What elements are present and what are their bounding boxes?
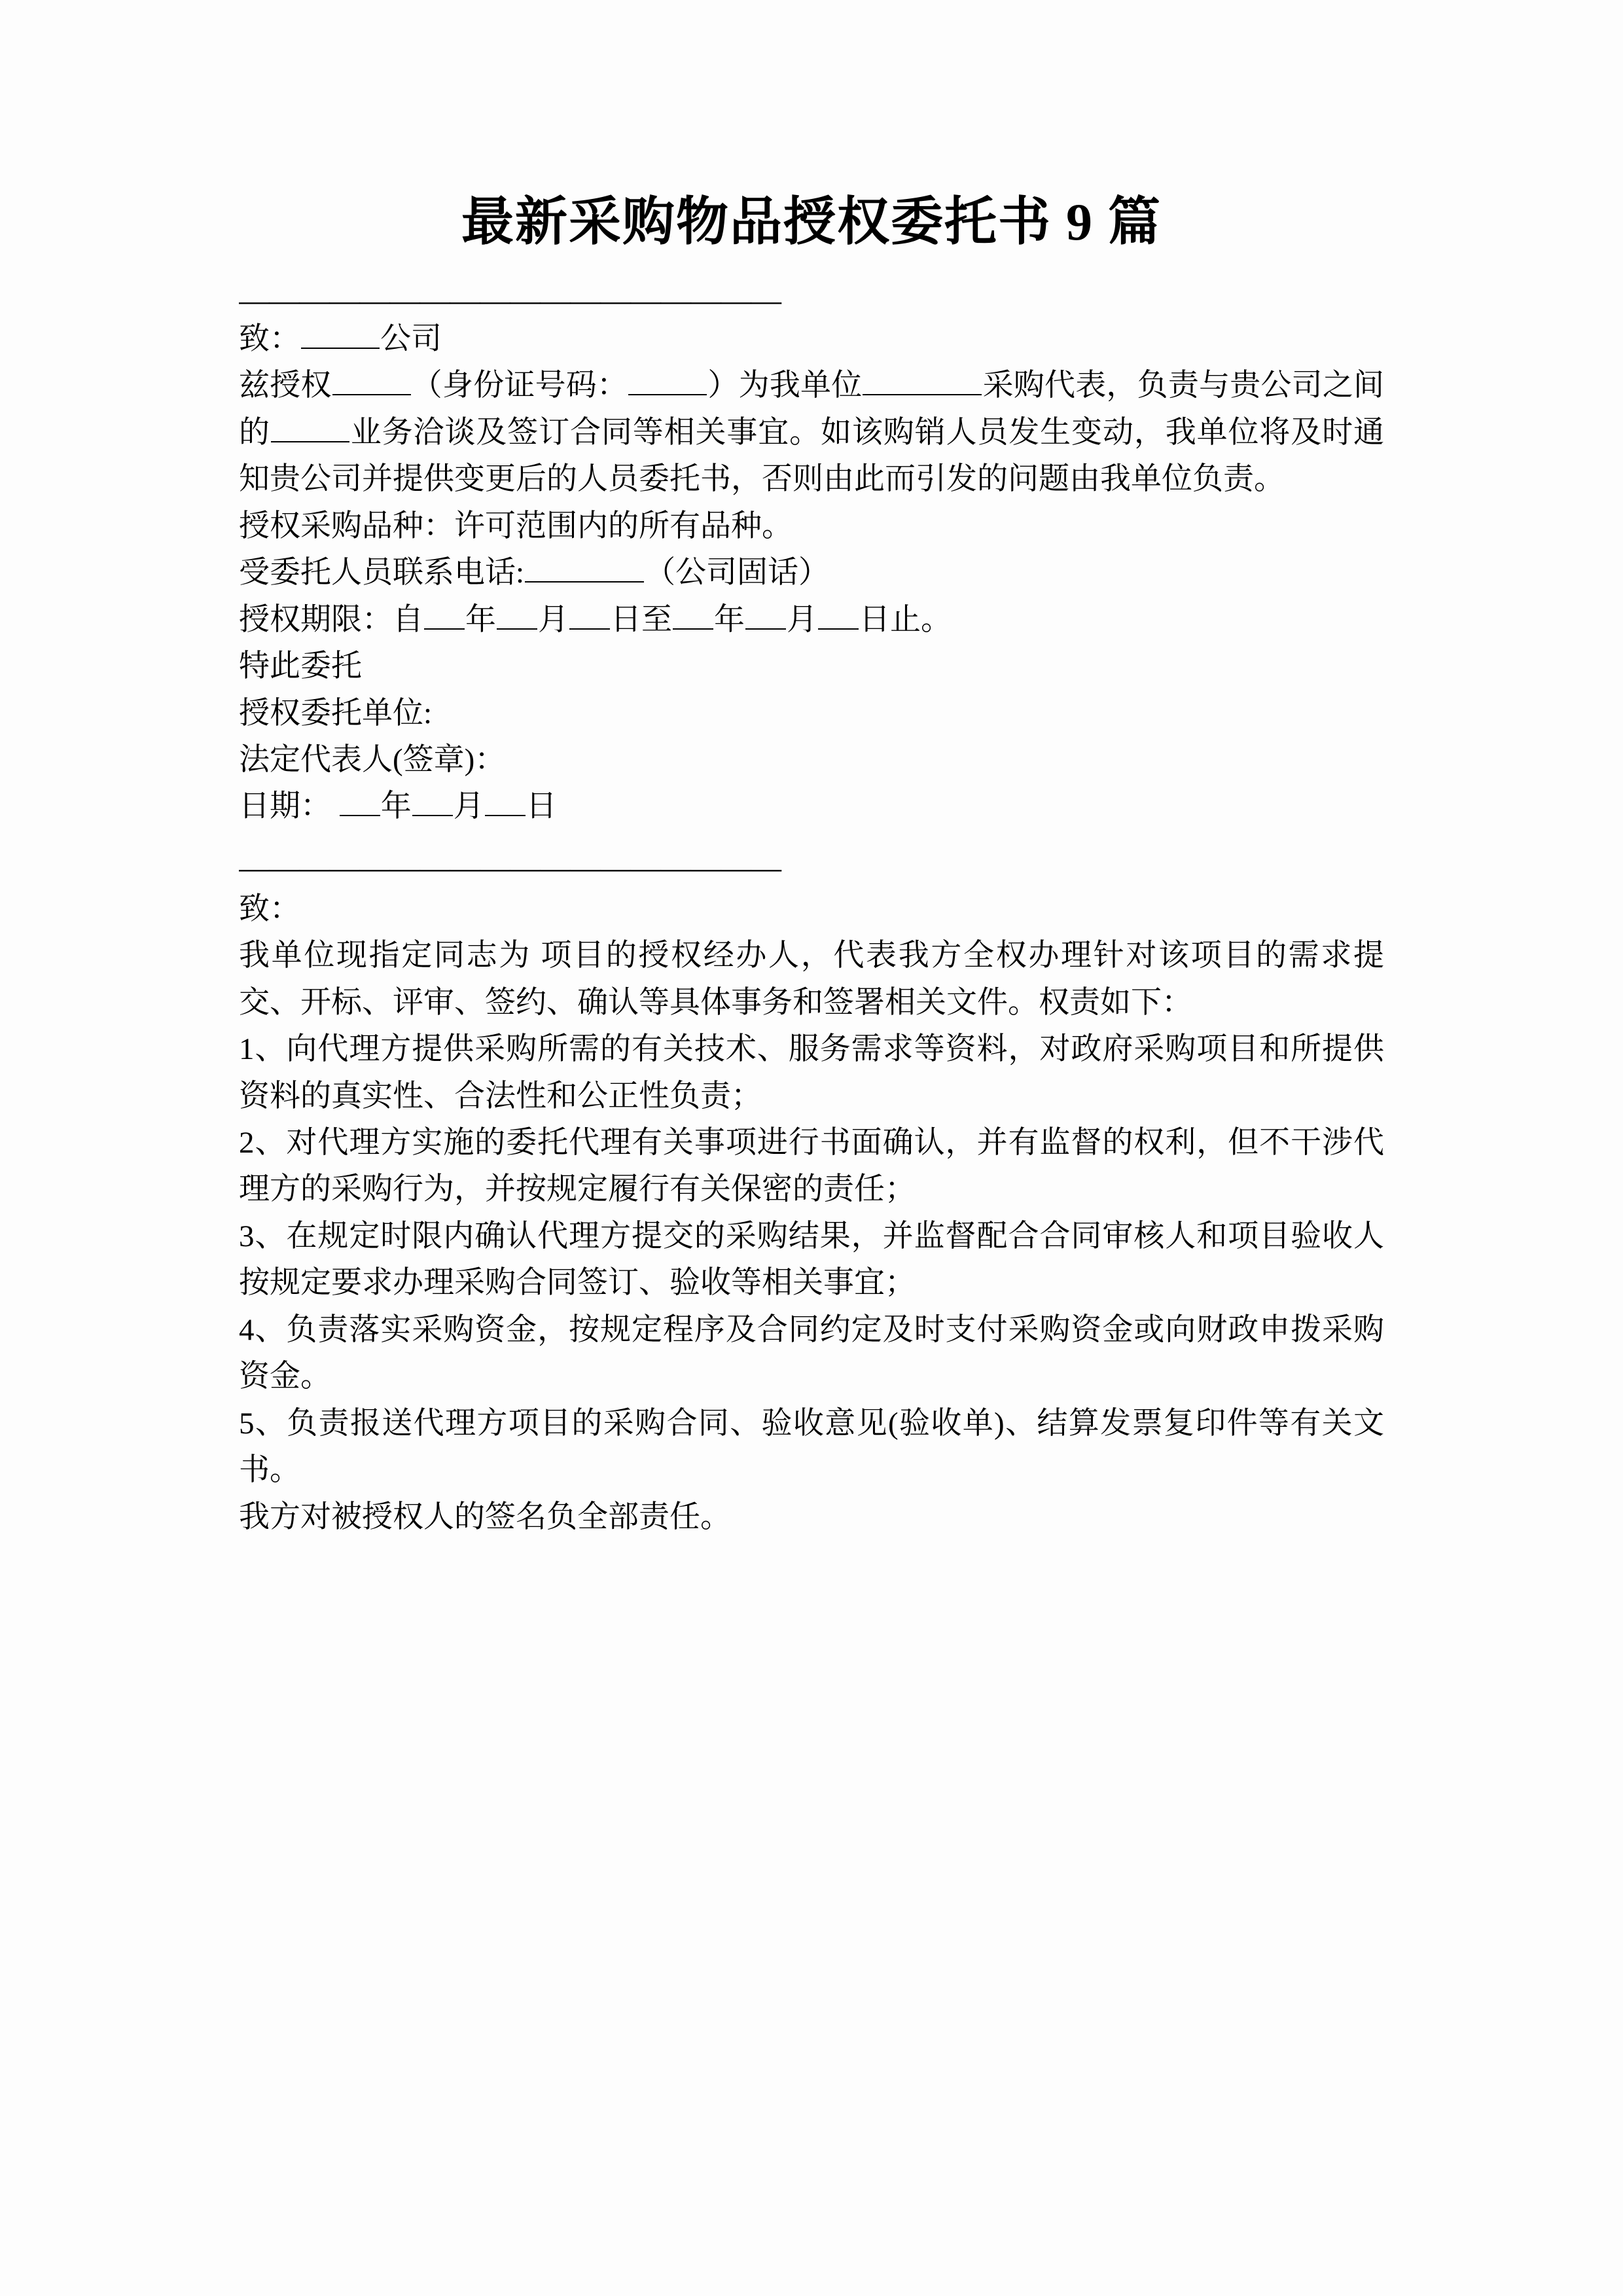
term-part-1: 授权期限：自 [239,602,423,637]
section-two-intro: 我单位现指定同志为 项目的授权经办人，代表我方全权办理针对该项目的需求提交、开标、评审、签约、确认等具体事务和签署相关文件。权责如下： [239,939,1384,1020]
agent-name-blank[interactable] [332,366,411,395]
term-part-3: 月 [538,602,569,637]
date-line [239,783,1384,830]
end-month-blank[interactable] [745,600,786,629]
list-item: 5、负责报送代理方项目的采购合同、验收意见(验收单)、结算发票复印件等有关文书。 [239,1406,1384,1488]
addressee-line [239,316,1384,363]
end-year-blank[interactable] [673,600,713,629]
date-day-blank[interactable] [485,787,526,816]
start-day-blank[interactable] [569,600,610,629]
id-number-blank[interactable] [628,366,707,395]
date-month-blank[interactable] [412,787,453,816]
list-item: 1、向代理方提供采购所需的有关技术、服务需求等资料，对政府采购项目和所提供资料的真实性、合法性和公正性负责； [239,1032,1384,1113]
business-scope-blank[interactable] [271,413,349,442]
authorization-paragraph [239,363,1384,503]
phone-line [239,550,1384,596]
addressee-blank[interactable] [301,319,380,349]
start-month-blank[interactable] [497,600,537,629]
section-two-addressee: 致： [239,891,300,926]
date-part-4: 日 [526,789,557,824]
phone-blank[interactable] [525,553,644,583]
phone-note: （公司固话） [645,556,830,590]
grant-part-1: 兹授权 [239,368,332,403]
list-item: 4、负责落实采购资金，按规定程序及合同约定及时支付采购资金或向财政申拨采购资金。 [239,1312,1384,1394]
term-part-2: 年 [465,602,496,637]
start-year-blank[interactable] [424,600,465,629]
scope-line: 授权采购品种：许可范围内的所有品种。 [239,509,793,543]
grant-part-4: 采购代表，负责与贵公司之间的 [239,368,1385,450]
phone-label: 受委托人员联系电话: [239,556,525,590]
unit-blank[interactable] [863,366,982,395]
list-item: 3、在规定时限内确认代理方提交的采购结果，并监督配合合同审核人和项目验收人按规定要求办理采购合同签订、验收等相关事宜； [239,1219,1384,1300]
date-year-blank[interactable] [340,787,380,816]
grant-part-2: （身份证号码： [411,368,628,403]
end-day-blank[interactable] [818,600,859,629]
term-part-7: 日止。 [859,602,952,637]
list-item: 2、对代理方实施的委托代理有关事项进行书面确认，并有监督的权利，但不干涉代理方的采购行为，并按规定履行有关保密的责任； [239,1126,1384,1207]
addressee-prefix-label: 致： [239,322,300,356]
divider-top: —————————————————— [239,285,781,316]
addressee-suffix-label: 公司 [380,322,442,356]
authorizing-unit-line: 授权委托单位: [239,696,433,730]
divider-middle: —————————————————— [239,852,781,884]
term-part-4: 日至 [611,602,672,637]
legal-representative-line: 法定代表人(签章)： [239,742,506,777]
section-two-closing: 我方对被授权人的签名负全部责任。 [239,1499,731,1534]
page-title: 最新采购物品授权委托书 9 篇 [461,194,1162,251]
hereby-line: 特此委托 [239,649,362,684]
date-label: 日期： [239,789,331,824]
date-part-2: 年 [380,789,412,824]
document-body [239,0,1384,1541]
term-line [239,597,1384,643]
term-part-6: 月 [787,602,817,637]
grant-part-5: 业务洽谈及签订合同等相关事宜。如该购销人员发生变动，我单位将及时通知贵公司并提供变更后的人员委托书，否则由此而引发的问题由我单位负责。 [239,415,1385,497]
date-part-3: 月 [453,789,484,824]
grant-part-3: ）为我单位 [707,368,863,403]
term-part-5: 年 [714,602,745,637]
